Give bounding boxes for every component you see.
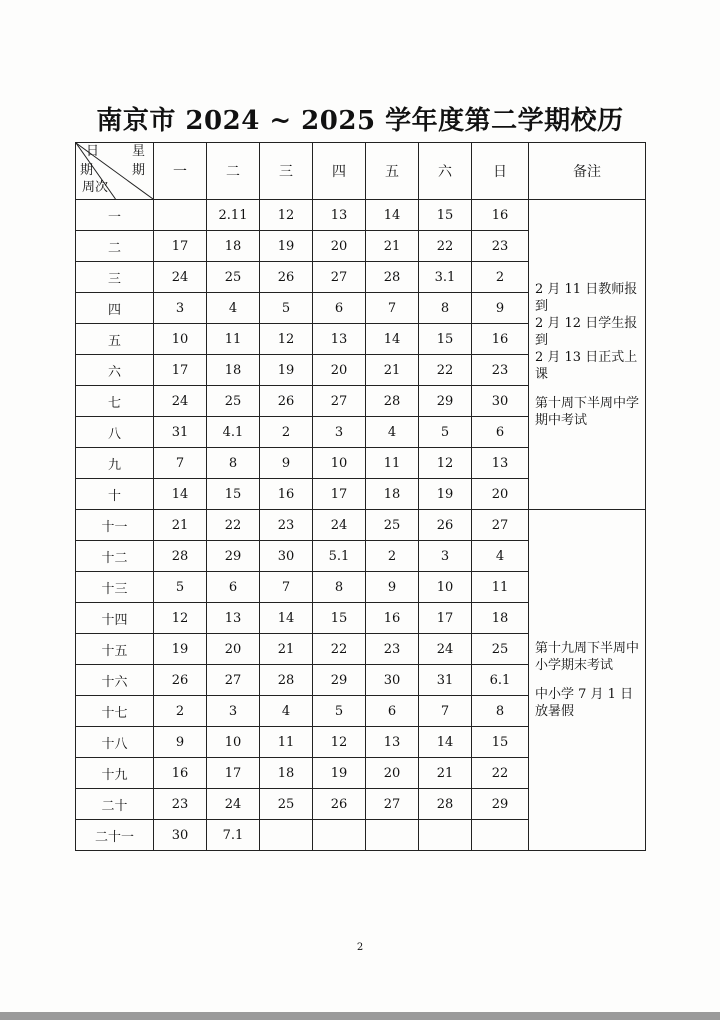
date-cell: 19 xyxy=(260,355,313,386)
bottom-scroll-bar xyxy=(0,1012,720,1020)
date-cell: 5 xyxy=(313,696,366,727)
date-cell: 3 xyxy=(313,417,366,448)
date-cell: 2.11 xyxy=(207,200,260,231)
week-label: 十四 xyxy=(76,603,154,634)
date-cell: 9 xyxy=(154,727,207,758)
date-cell: 12 xyxy=(313,727,366,758)
date-cell: 16 xyxy=(472,324,529,355)
corner-header-cell xyxy=(76,143,154,200)
date-cell: 17 xyxy=(313,479,366,510)
date-cell: 30 xyxy=(366,665,419,696)
date-cell: 27 xyxy=(207,665,260,696)
week-label: 十九 xyxy=(76,758,154,789)
school-calendar-table xyxy=(75,142,646,851)
header-day-wed: 三 xyxy=(260,143,313,200)
date-cell: 17 xyxy=(419,603,472,634)
date-cell: 7 xyxy=(154,448,207,479)
week-label: 二十 xyxy=(76,789,154,820)
date-cell: 13 xyxy=(313,324,366,355)
date-cell: 20 xyxy=(313,355,366,386)
corner-label-qi-right: 期 xyxy=(131,163,145,178)
date-cell: 15 xyxy=(472,727,529,758)
date-cell: 26 xyxy=(260,386,313,417)
date-cell: 18 xyxy=(207,355,260,386)
week-label: 十 xyxy=(76,479,154,510)
date-cell: 29 xyxy=(419,386,472,417)
date-cell: 8 xyxy=(313,572,366,603)
date-cell: 28 xyxy=(260,665,313,696)
date-cell: 11 xyxy=(366,448,419,479)
date-cell: 16 xyxy=(472,200,529,231)
week-label: 四 xyxy=(76,293,154,324)
date-cell: 26 xyxy=(154,665,207,696)
date-cell: 10 xyxy=(154,324,207,355)
date-cell: 19 xyxy=(419,479,472,510)
date-cell: 20 xyxy=(207,634,260,665)
header-row xyxy=(76,143,646,200)
week-label: 十六 xyxy=(76,665,154,696)
week-label: 六 xyxy=(76,355,154,386)
date-cell: 17 xyxy=(207,758,260,789)
date-cell: 20 xyxy=(313,231,366,262)
date-cell: 14 xyxy=(154,479,207,510)
date-cell: 2 xyxy=(260,417,313,448)
header-day-mon: 一 xyxy=(154,143,207,200)
week-label: 十一 xyxy=(76,510,154,541)
remark-midterm: 第十周下半周中学期中考试 xyxy=(535,395,640,428)
date-cell: 17 xyxy=(154,231,207,262)
week-label: 七 xyxy=(76,386,154,417)
date-cell: 23 xyxy=(472,355,529,386)
date-cell: 29 xyxy=(207,541,260,572)
date-cell: 7.1 xyxy=(207,820,260,851)
date-cell: 18 xyxy=(207,231,260,262)
date-cell: 15 xyxy=(207,479,260,510)
header-day-thu: 四 xyxy=(313,143,366,200)
date-cell: 12 xyxy=(260,200,313,231)
date-cell: 22 xyxy=(419,231,472,262)
date-cell: 3 xyxy=(207,696,260,727)
date-cell: 2 xyxy=(366,541,419,572)
date-cell: 21 xyxy=(366,231,419,262)
date-cell: 15 xyxy=(313,603,366,634)
date-cell: 23 xyxy=(260,510,313,541)
header-day-sat: 六 xyxy=(419,143,472,200)
date-cell: 11 xyxy=(472,572,529,603)
date-cell: 13 xyxy=(472,448,529,479)
date-cell: 21 xyxy=(260,634,313,665)
corner-label-week-number: 周次 xyxy=(82,180,109,195)
page-title: 南京市 2024 ~ 2025 学年度第二学期校历 xyxy=(96,106,624,136)
date-cell: 19 xyxy=(260,231,313,262)
date-cell: 10 xyxy=(419,572,472,603)
date-cell: 15 xyxy=(419,200,472,231)
date-cell: 25 xyxy=(366,510,419,541)
date-cell xyxy=(154,200,207,231)
date-cell: 26 xyxy=(419,510,472,541)
date-cell: 22 xyxy=(472,758,529,789)
date-cell: 12 xyxy=(260,324,313,355)
date-cell: 26 xyxy=(260,262,313,293)
date-cell: 17 xyxy=(154,355,207,386)
date-cell: 29 xyxy=(313,665,366,696)
date-cell: 2 xyxy=(154,696,207,727)
date-cell: 28 xyxy=(366,262,419,293)
date-cell: 24 xyxy=(154,262,207,293)
header-day-tue: 二 xyxy=(207,143,260,200)
date-cell: 4.1 xyxy=(207,417,260,448)
date-cell xyxy=(313,820,366,851)
date-cell: 6 xyxy=(207,572,260,603)
date-cell: 23 xyxy=(366,634,419,665)
date-cell: 22 xyxy=(419,355,472,386)
date-cell: 7 xyxy=(366,293,419,324)
date-cell: 22 xyxy=(207,510,260,541)
date-cell: 4 xyxy=(207,293,260,324)
date-cell: 23 xyxy=(472,231,529,262)
date-cell: 14 xyxy=(366,324,419,355)
corner-label-qi-left: 期 xyxy=(80,163,94,178)
date-cell: 18 xyxy=(472,603,529,634)
date-cell: 8 xyxy=(472,696,529,727)
date-cell: 6 xyxy=(313,293,366,324)
page-number: 2 xyxy=(356,942,364,953)
date-cell: 28 xyxy=(366,386,419,417)
remarks-cell-2 xyxy=(529,510,646,851)
date-cell: 15 xyxy=(419,324,472,355)
date-cell: 4 xyxy=(472,541,529,572)
date-cell: 3 xyxy=(154,293,207,324)
header-day-sun: 日 xyxy=(472,143,529,200)
date-cell: 20 xyxy=(472,479,529,510)
date-cell: 10 xyxy=(313,448,366,479)
remark-student-report: 2 月 12 日学生报到 xyxy=(535,315,638,348)
remark-final-exam: 第十九周下半周中小学期末考试 xyxy=(535,641,640,673)
calendar-body xyxy=(76,200,646,851)
date-cell: 20 xyxy=(366,758,419,789)
date-cell: 19 xyxy=(154,634,207,665)
week-label: 十八 xyxy=(76,727,154,758)
date-cell: 27 xyxy=(366,789,419,820)
date-cell: 29 xyxy=(472,789,529,820)
date-cell: 13 xyxy=(366,727,419,758)
date-cell: 27 xyxy=(313,386,366,417)
date-cell: 9 xyxy=(260,448,313,479)
date-cell: 3.1 xyxy=(419,262,472,293)
table-row xyxy=(76,510,646,541)
date-cell: 27 xyxy=(472,510,529,541)
date-cell: 5 xyxy=(260,293,313,324)
week-label: 二十一 xyxy=(76,820,154,851)
date-cell xyxy=(260,820,313,851)
date-cell: 3 xyxy=(419,541,472,572)
date-cell: 13 xyxy=(313,200,366,231)
date-cell: 9 xyxy=(472,293,529,324)
corner-label-xing: 星 xyxy=(131,144,145,159)
date-cell: 9 xyxy=(366,572,419,603)
date-cell: 12 xyxy=(154,603,207,634)
date-cell: 25 xyxy=(207,386,260,417)
date-cell: 23 xyxy=(154,789,207,820)
date-cell: 7 xyxy=(419,696,472,727)
date-cell: 24 xyxy=(419,634,472,665)
date-cell: 21 xyxy=(366,355,419,386)
date-cell: 22 xyxy=(313,634,366,665)
date-cell: 30 xyxy=(154,820,207,851)
remark-summer-vacation: 中小学 7 月 1 日放暑假 xyxy=(535,687,634,719)
week-label: 一 xyxy=(76,200,154,231)
header-day-fri: 五 xyxy=(366,143,419,200)
date-cell: 8 xyxy=(207,448,260,479)
date-cell: 27 xyxy=(313,262,366,293)
remark-class-start: 2 月 13 日正式上课 xyxy=(535,349,638,382)
date-cell: 31 xyxy=(419,665,472,696)
date-cell: 2 xyxy=(472,262,529,293)
date-cell xyxy=(366,820,419,851)
date-cell xyxy=(472,820,529,851)
date-cell: 28 xyxy=(419,789,472,820)
table-row xyxy=(76,200,646,231)
date-cell: 6.1 xyxy=(472,665,529,696)
week-label: 十五 xyxy=(76,634,154,665)
date-cell: 18 xyxy=(366,479,419,510)
date-cell: 25 xyxy=(260,789,313,820)
date-cell: 26 xyxy=(313,789,366,820)
date-cell: 18 xyxy=(260,758,313,789)
remarks-cell-1 xyxy=(529,200,646,510)
date-cell: 30 xyxy=(260,541,313,572)
week-label: 十七 xyxy=(76,696,154,727)
date-cell: 11 xyxy=(260,727,313,758)
date-cell: 16 xyxy=(366,603,419,634)
date-cell: 4 xyxy=(260,696,313,727)
date-cell: 5.1 xyxy=(313,541,366,572)
date-cell: 14 xyxy=(260,603,313,634)
date-cell: 19 xyxy=(313,758,366,789)
date-cell: 6 xyxy=(472,417,529,448)
date-cell: 7 xyxy=(260,572,313,603)
date-cell: 16 xyxy=(154,758,207,789)
date-cell: 6 xyxy=(366,696,419,727)
week-label: 十三 xyxy=(76,572,154,603)
date-cell: 21 xyxy=(419,758,472,789)
date-cell: 13 xyxy=(207,603,260,634)
date-cell: 31 xyxy=(154,417,207,448)
date-cell: 8 xyxy=(419,293,472,324)
date-cell: 4 xyxy=(366,417,419,448)
remark-teacher-report: 2 月 11 日教师报到 xyxy=(535,281,638,314)
date-cell: 21 xyxy=(154,510,207,541)
date-cell: 10 xyxy=(207,727,260,758)
date-cell: 28 xyxy=(154,541,207,572)
week-label: 三 xyxy=(76,262,154,293)
date-cell: 24 xyxy=(207,789,260,820)
date-cell: 11 xyxy=(207,324,260,355)
date-cell: 25 xyxy=(472,634,529,665)
date-cell: 30 xyxy=(472,386,529,417)
week-label: 十二 xyxy=(76,541,154,572)
date-cell: 14 xyxy=(419,727,472,758)
date-cell: 5 xyxy=(154,572,207,603)
date-cell: 24 xyxy=(313,510,366,541)
date-cell: 14 xyxy=(366,200,419,231)
corner-label-ri: 日 xyxy=(86,144,100,159)
date-cell: 24 xyxy=(154,386,207,417)
header-remarks: 备注 xyxy=(529,143,646,200)
date-cell: 5 xyxy=(419,417,472,448)
date-cell: 16 xyxy=(260,479,313,510)
week-label: 八 xyxy=(76,417,154,448)
week-label: 九 xyxy=(76,448,154,479)
date-cell: 12 xyxy=(419,448,472,479)
week-label: 五 xyxy=(76,324,154,355)
date-cell: 25 xyxy=(207,262,260,293)
week-label: 二 xyxy=(76,231,154,262)
date-cell xyxy=(419,820,472,851)
